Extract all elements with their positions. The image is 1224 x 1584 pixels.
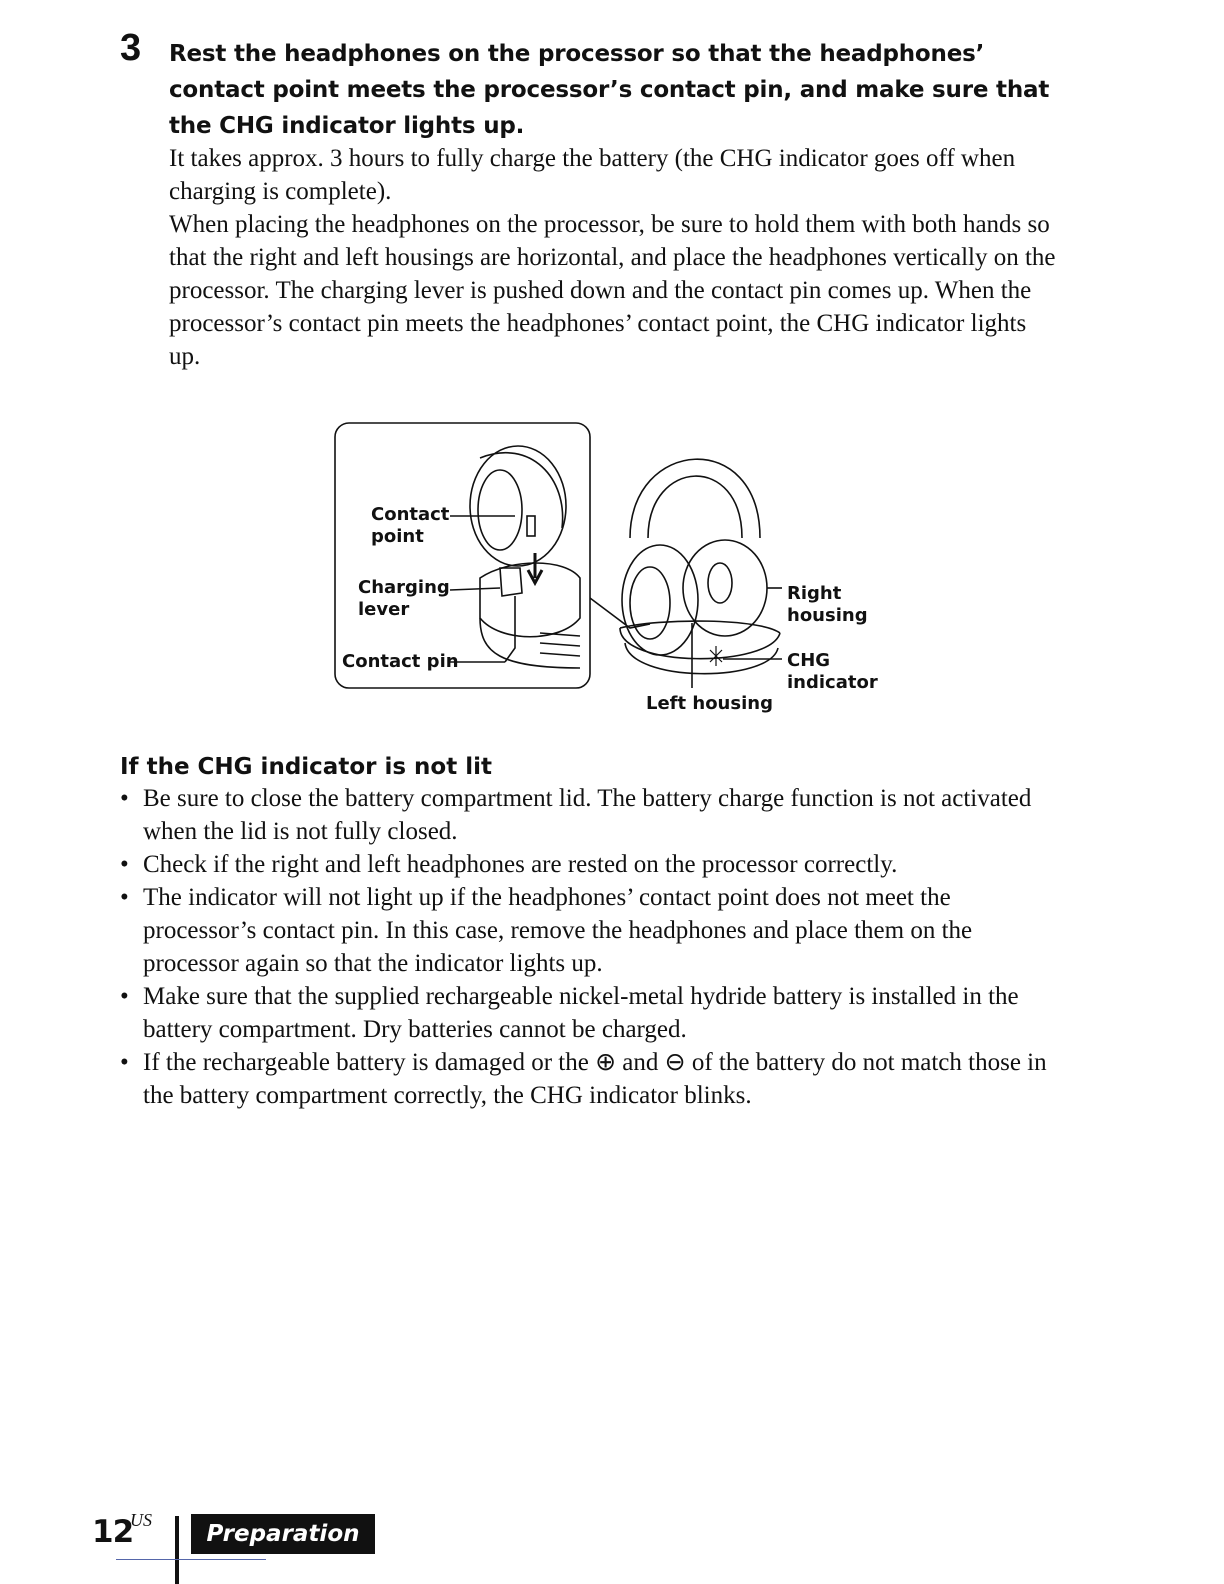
note-item: • The indicator will not light up if the headphones’ contact point does not meet the processor’s contact pin. In this case, remove the headphones and place them on the processor again so that the indicator lights up. bbox=[120, 881, 1060, 980]
main-chg-indicator bbox=[710, 646, 722, 666]
leader-charging-lever bbox=[450, 588, 500, 590]
label-right-housing: Right housing bbox=[787, 583, 868, 626]
note-item: • Make sure that the supplied rechargeable nickel-metal hydride battery is installed in the battery compartment. Dry batteries cannot be charged. bbox=[120, 980, 1060, 1046]
label-chg-indicator: CHG indicator bbox=[787, 650, 878, 693]
step-paragraph-charge-time: It takes approx. 3 hours to fully charge the battery (the CHG indicator goes off when charging is complete). bbox=[169, 145, 1016, 205]
inset-base-lines bbox=[540, 633, 580, 656]
headphones-charging-illustration bbox=[330, 418, 890, 728]
main-headband-inner bbox=[648, 476, 742, 538]
notes-list bbox=[120, 782, 1060, 1112]
note-item: • Be sure to close the battery compartment lid. The battery charge function is not activated when the lid is not fully closed. bbox=[120, 782, 1060, 848]
inset-earcup-inner bbox=[478, 470, 522, 550]
note-item: • If the rechargeable battery is damaged or the ⊕ and ⊖ of the battery do not match those in the battery compartment correctly, the CHG indicator blinks. bbox=[120, 1046, 1060, 1112]
inset-base-front bbox=[480, 618, 580, 668]
inset-charging-lever bbox=[500, 568, 522, 596]
page-region-suffix: US bbox=[130, 1510, 152, 1530]
main-right-earcup-pad bbox=[708, 563, 732, 603]
footer-underline bbox=[116, 1559, 266, 1560]
step-body bbox=[169, 142, 1059, 373]
section-tab: Preparation bbox=[191, 1514, 375, 1554]
inset-earcup-outer bbox=[470, 446, 566, 566]
inset-down-arrow bbox=[528, 553, 542, 583]
notes-heading: If the CHG indicator is not lit bbox=[120, 754, 492, 780]
main-base-front bbox=[620, 628, 780, 659]
main-left-earcup-pad bbox=[630, 567, 670, 639]
label-left-housing: Left housing bbox=[646, 693, 773, 714]
step-heading: Rest the headphones on the processor so that the headphones’ contact point meets the processor’s contact pin, and make sure that the CHG indicator lights up. bbox=[169, 41, 1050, 139]
step-paragraph-placement: When placing the headphones on the processor, be sure to hold them with both hands so that the right and left housings are horizontal, and place the headphones vertically on the processor. The charging lever is pushed down and the contact pin comes up. When the processor’s contact pin meets the headphones’ contact point, the CHG indicator lights up. bbox=[169, 211, 1056, 370]
inset-contact-point bbox=[527, 516, 535, 536]
inset-contact-pin bbox=[505, 596, 515, 662]
label-contact-pin: Contact pin bbox=[342, 651, 459, 672]
step-number: 3 bbox=[120, 27, 142, 69]
label-contact-point: Contact point bbox=[371, 504, 450, 547]
page-number: 12 bbox=[92, 1514, 134, 1550]
main-left-earcup bbox=[622, 545, 698, 655]
footer-divider bbox=[175, 1516, 179, 1584]
label-charging-lever: Charging lever bbox=[358, 577, 450, 620]
note-item: • Check if the right and left headphones are rested on the processor correctly. bbox=[120, 848, 1060, 881]
